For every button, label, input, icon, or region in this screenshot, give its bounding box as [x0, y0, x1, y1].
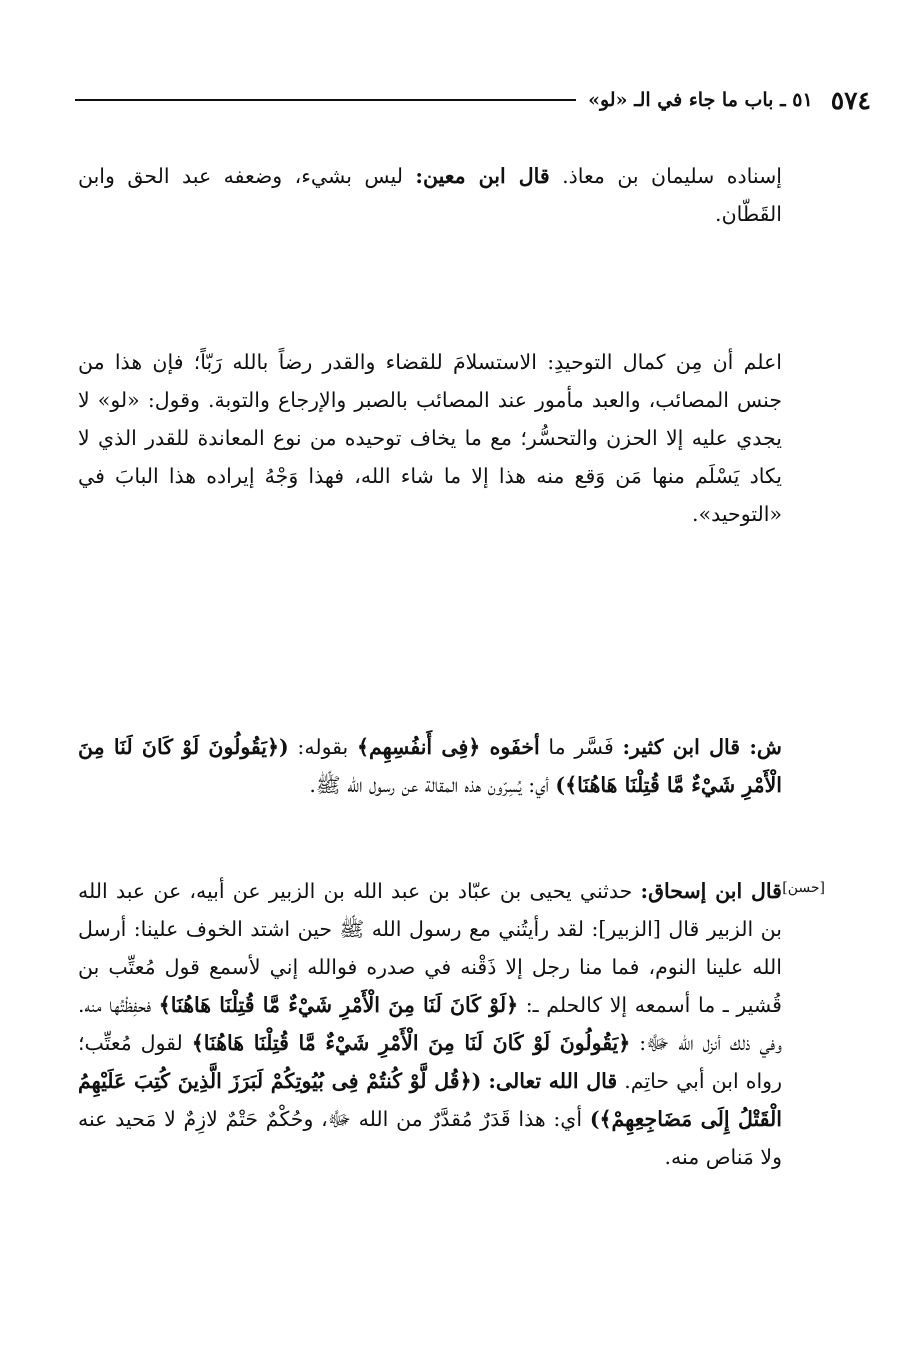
isnad-text-cont: ليس بشيء، وضعفه عبد الحق وابن القَطّان.	[78, 164, 782, 226]
ibn-kathir-text: فَسَّر ما	[548, 735, 614, 759]
ibn-kathir-text: بقوله:	[297, 735, 349, 759]
ibn-ishaq-lead: قال ابن إسحاق:	[640, 879, 782, 903]
quran-quote: (﴿قُل لَّوْ كُنتُمْ فِى بُيُوتِكُمْ لَبَرَزَ الَّذِينَ كُتِبَ عَلَيْهِمُ الْقَتْلُ إِلَى مَضَاجِعِهِمْ﴾)	[78, 1069, 782, 1131]
narration-text: لقول مُعتِّب؛ رواه ابن أبي حاتِم.	[78, 1031, 782, 1093]
quran-quote: (﴿يَقُولُونَ لَوْ كَانَ لَنَا مِنَ الْأَمْرِ شَيْءٌ مَّا قُتِلْنَا هَاهُنَا﴾)	[78, 735, 782, 797]
hadith-grade-label: [حسن]	[782, 880, 825, 896]
isnad-text: إسناده سليمان بن معاذ.	[562, 164, 782, 188]
paragraph-tawhid	[78, 343, 782, 533]
allah-said-lead: قال الله تعالى:	[488, 1069, 618, 1093]
page-header	[75, 80, 871, 120]
ibn-maeen-lead: قال ابن معين:	[415, 164, 550, 188]
narration-text: حدثني يحيى بن عبّاد بن عبد الله بن الزبير عن أبيه، عن عبد الله بن الزبير قال [الزبير]: لقد رأيتُني مع رسول الله ﷺ حين اشتد الخوف علينا: أرسل الله علينا النوم، فما منا رجل إلا ذَقْنه في صدره فوالله إني لأسمع قول مُعتِّب بن قُشير ـ ما أسمعه إلا كالحلم ـ:	[78, 879, 782, 1017]
ibn-kathir-text: أي: يُسِرّون هذه المقالة عن رسول الله ﷺ.	[309, 773, 549, 797]
ibn-kathir-lead: ش: قال ابن كثير:	[622, 735, 782, 759]
running-title: ٥١ ـ باب ما جاء في الـ «لو»	[588, 89, 813, 111]
narration-text: أي: هذا قَدَرٌ مُقدَّرٌ من الله ﷻ، وحُكْمٌ حَتْمٌ لازِمٌ لا مَحيد عنه ولا مَناص منه.	[78, 1107, 782, 1169]
paragraph-ibn-kathir	[78, 728, 782, 804]
paragraph-ibn-ishaq	[78, 872, 782, 1176]
paragraph-isnad-note	[78, 157, 782, 233]
narration-text: فحفِظْتُها منه. وفي ذلك أنزل الله ﷻ:	[78, 993, 782, 1055]
quran-quote: ﴿يَقُولُونَ لَوْ كَانَ لَنَا مِنَ الْأَمْرِ شَيْءٌ مَّا قُتِلْنَا هَاهُنَا﴾	[191, 1031, 631, 1055]
quran-quote: ﴿لَوْ كَانَ لَنَا مِنَ الْأَمْرِ شَيْءٌ مَّا قُتِلْنَا هَاهُنَا﴾	[158, 993, 519, 1017]
quran-quote: أخفَوه ﴿فِى أَنفُسِهِم﴾	[356, 735, 540, 759]
header-rule	[75, 99, 576, 101]
tawhid-text: اعلم أن مِن كمال التوحيدِ: الاستسلامَ للقضاء والقدر رضاً بالله رَبّاً؛ فإن هذا من جنس المصائب، والعبد مأمور عند المصائب بالصبر والإرجاع والتوبة. وقول: «لو» لا يجدي عليه إلا الحزن والتحسُّر؛ مع ما يخاف توحيده من نوع المعاندة للقدر الذي لا يكاد يَسْلَم منها مَن وَقع منه هذا إلا ما شاء الله، فهذا وَجْهُ إيراده هذا البابَ في «التوحيد».	[78, 350, 782, 526]
page-number: ٥٧٤	[830, 85, 871, 115]
